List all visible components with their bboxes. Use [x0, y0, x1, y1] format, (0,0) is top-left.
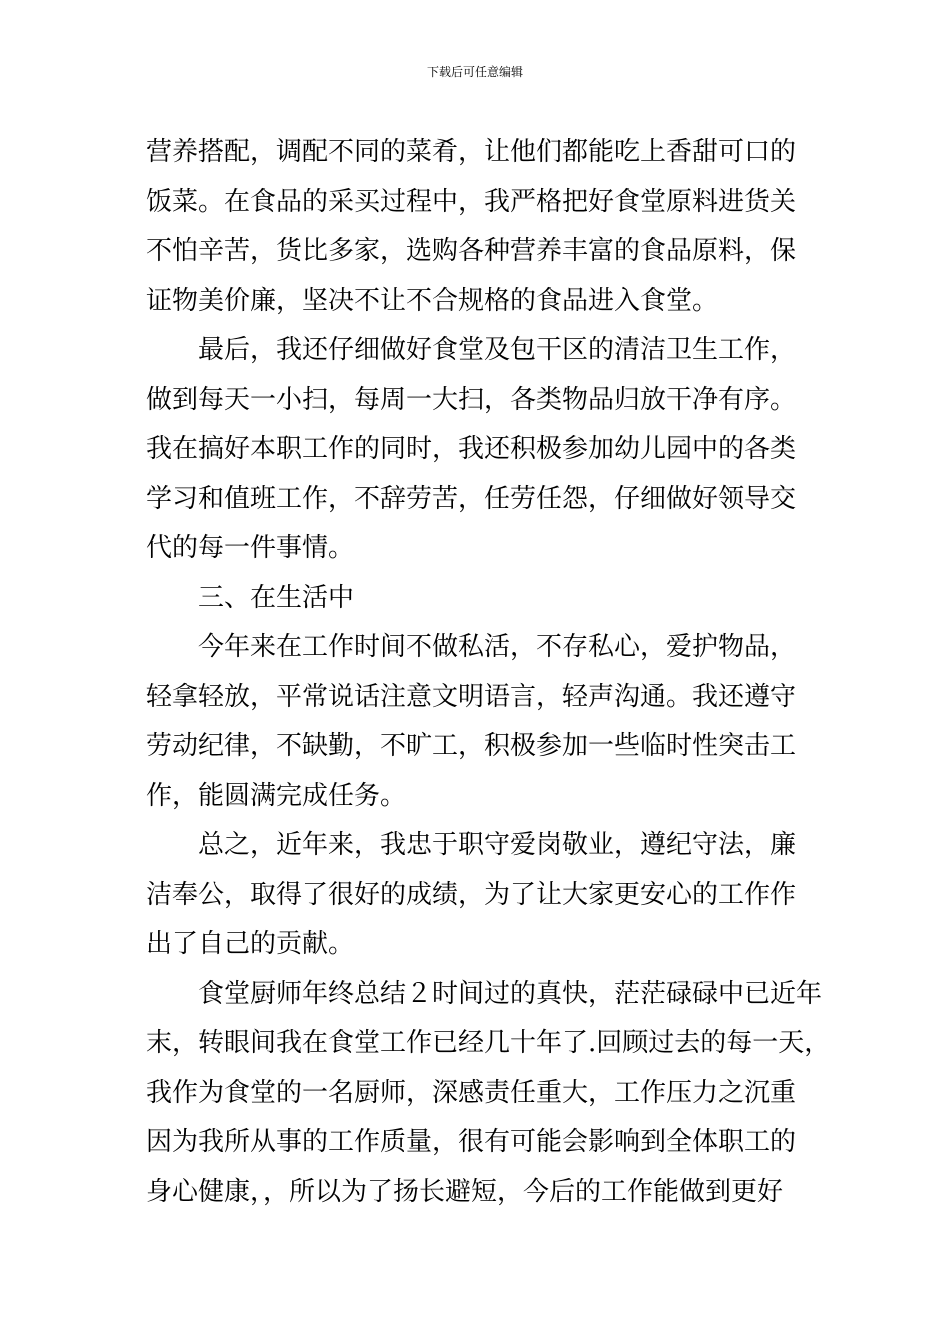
document-body	[146, 128, 831, 1217]
text-line: 饭菜。在食品的采买过程中，我严格把好食堂原料进货关	[146, 186, 797, 217]
paragraph-start-line: 总之，近年来，我忠于职守爱岗敬业，遵纪守法，廉	[198, 830, 797, 860]
paragraph-start-line: 今年来在工作时间不做私活，不存私心，爱护物品，	[198, 632, 797, 662]
text-line: 轻拿轻放，平常说话注意文明语言，轻声沟通。我还遵守	[146, 681, 797, 712]
text-line: 洁奉公，取得了很好的成绩，为了让大家更安心的工作作	[146, 879, 797, 910]
text-line: 营养搭配，调配不同的菜肴，让他们都能吃上香甜可口的	[146, 137, 797, 167]
text-line: 做到每天一小扫，每周一大扫，各类物品归放干净有序。	[146, 384, 797, 415]
text-line: 我作为食堂的一名厨师，深感责任重大，工作压力之沉重	[146, 1077, 797, 1108]
text-line: 代的每一件事情。	[146, 533, 355, 563]
text-line: 作，能圆满完成任务。	[146, 780, 407, 811]
paragraph-start-line: 最后，我还仔细做好食堂及包干区的清洁卫生工作，	[198, 335, 797, 365]
text-line: 我在搞好本职工作的同时，我还积极参加幼儿园中的各类	[146, 434, 797, 464]
text-line: 末，转眼间我在食堂工作已经几十年了.回顾过去的每一天，	[146, 1028, 831, 1058]
text-line: 学习和值班工作，不辞劳苦，任劳任怨，仔细做好领导交	[146, 483, 797, 514]
text-line: 出了自己的贡献。	[146, 929, 355, 959]
text-line: 不怕辛苦，货比多家，选购各种营养丰富的食品原料，保	[146, 236, 797, 266]
section-heading: 三、在生活中	[198, 582, 355, 613]
paragraph-start-line: 食堂厨师年终总结２时间过的真快，茫茫碌碌中已近年	[198, 978, 823, 1009]
text-line: 身心健康，，所以为了扬长避短，今后的工作能做到更好	[146, 1176, 784, 1207]
page-header: 下载后可任意编辑	[426, 65, 523, 79]
text-line: 因为我所从事的工作质量，很有可能会影响到全体职工的	[146, 1127, 797, 1157]
text-line: 劳动纪律，不缺勤，不旷工，积极参加一些临时性突击工	[146, 731, 797, 761]
text-line: 证物美价廉，坚决不让不合规格的食品进入食堂。	[146, 285, 719, 316]
